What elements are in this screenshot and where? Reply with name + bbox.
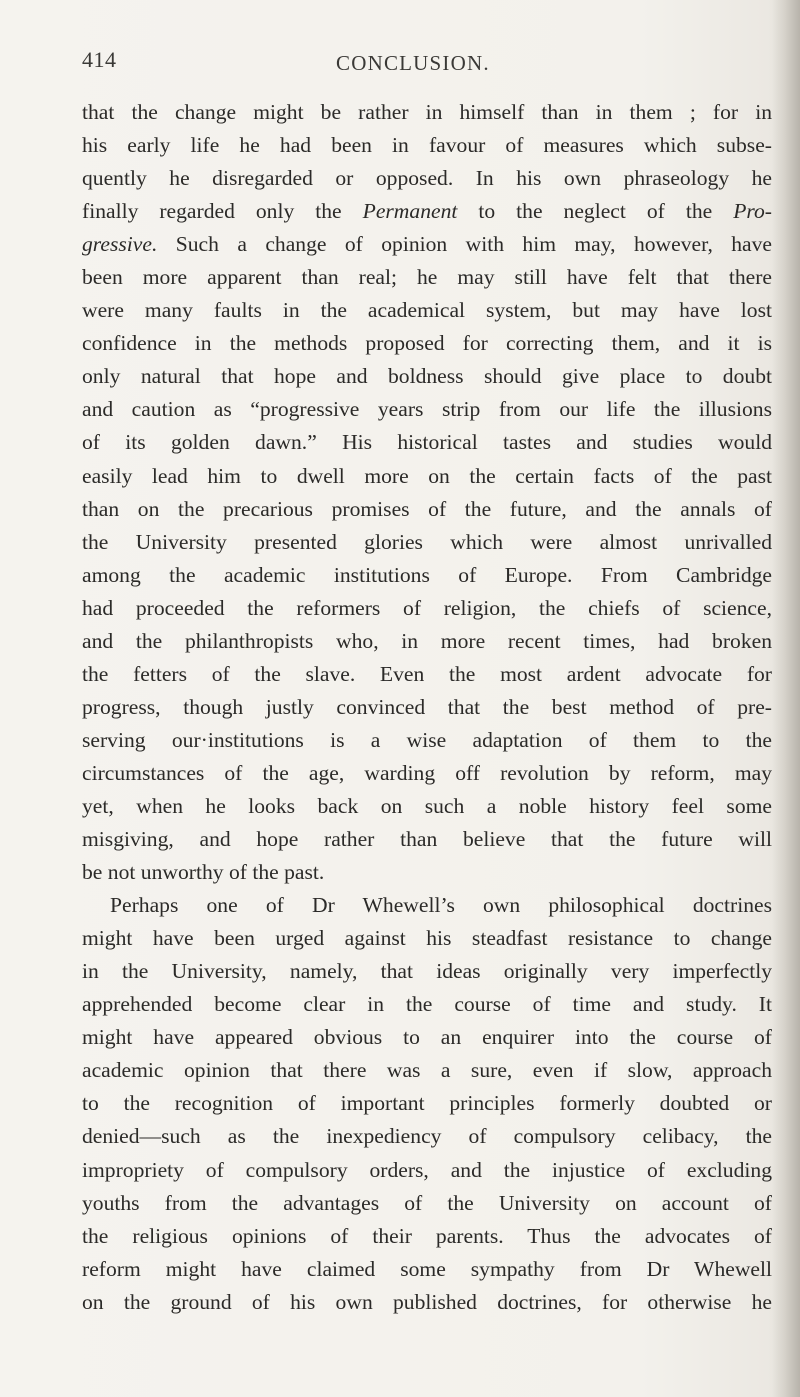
text-line bbox=[82, 1021, 772, 1054]
text-span: than on the precarious promises of the future, and the annals of bbox=[82, 496, 772, 521]
text-span: to the recognition of important principles formerly doubted or bbox=[82, 1091, 772, 1116]
text-line bbox=[82, 261, 772, 294]
text-span: apprehended become clear in the course of time and study. It bbox=[82, 992, 772, 1017]
text-line bbox=[82, 162, 772, 195]
italic-text: gressive. bbox=[82, 232, 158, 257]
text-span: his early life he had been in favour of measures which subse- bbox=[82, 133, 772, 158]
text-line bbox=[82, 691, 772, 724]
text-span: and the philanthropists who, in more recent times, had broken bbox=[82, 628, 772, 653]
text-span: denied—such as the inexpediency of compulsory celibacy, the bbox=[82, 1124, 772, 1149]
text-line bbox=[82, 1087, 772, 1120]
text-line bbox=[82, 327, 772, 360]
text-span: on the ground of his own published doctrines, for otherwise he bbox=[82, 1289, 772, 1314]
text-span: progress, though justly convinced that the best method of pre- bbox=[82, 694, 772, 719]
text-span: might have appeared obvious to an enquirer into the course of bbox=[82, 1025, 772, 1050]
text-line bbox=[82, 592, 772, 625]
page-number: 414 bbox=[82, 47, 117, 72]
text-line bbox=[82, 1154, 772, 1187]
text-span: and caution as “progressive years strip from our life the illusions bbox=[82, 397, 772, 422]
text-line bbox=[82, 625, 772, 658]
text-line bbox=[82, 757, 772, 790]
body-text bbox=[82, 96, 772, 1319]
text-line bbox=[82, 1054, 772, 1087]
text-line bbox=[82, 360, 772, 393]
text-span: quently he disregarded or opposed. In his own phraseology he bbox=[82, 166, 772, 191]
text-span: be not unworthy of the past. bbox=[82, 860, 325, 885]
text-line bbox=[82, 823, 772, 856]
page-edge-shadow bbox=[772, 0, 800, 1397]
text-line bbox=[82, 559, 772, 592]
text-span: Perhaps one of Dr Whewell’s own philosophical doctrines bbox=[110, 893, 772, 918]
text-line bbox=[82, 294, 772, 327]
text-line bbox=[82, 195, 772, 228]
text-line bbox=[82, 955, 772, 988]
text-span: serving our·institutions is a wise adaptation of them to the bbox=[82, 727, 772, 752]
text-span: confidence in the methods proposed for correcting them, and it is bbox=[82, 331, 772, 356]
italic-text: Pro- bbox=[733, 199, 772, 224]
text-span: Such a change of opinion with him may, however, have bbox=[157, 232, 772, 257]
text-span: misgiving, and hope rather than believe that the future will bbox=[82, 827, 772, 852]
text-line bbox=[82, 1253, 772, 1286]
text-line bbox=[82, 1187, 772, 1220]
text-span: youths from the advantages of the University on account of bbox=[82, 1190, 772, 1215]
text-span: to the neglect of the bbox=[457, 199, 734, 224]
text-line bbox=[82, 460, 772, 493]
text-span: the University presented glories which were almost unrivalled bbox=[82, 529, 772, 554]
text-line bbox=[82, 724, 772, 757]
text-span: in the University, namely, that ideas originally very imperfectly bbox=[82, 959, 772, 984]
text-span: that the change might be rather in himself than in them ; for in bbox=[82, 100, 772, 124]
text-line bbox=[82, 856, 772, 889]
text-span: the religious opinions of their parents. Thus the advocates of bbox=[82, 1223, 772, 1248]
italic-text: Permanent bbox=[362, 199, 458, 224]
text-span: the fetters of the slave. Even the most ardent advocate for bbox=[82, 661, 772, 686]
text-line bbox=[82, 988, 772, 1021]
text-span: reform might have claimed some sympathy from Dr Whewell bbox=[82, 1256, 772, 1281]
text-span: of its golden dawn.” His historical tastes and studies would bbox=[82, 430, 772, 455]
text-line bbox=[82, 493, 772, 526]
text-span: only natural that hope and boldness should give place to doubt bbox=[82, 364, 772, 389]
text-span: been more apparent than real; he may still have felt that there bbox=[82, 265, 772, 290]
text-line bbox=[82, 922, 772, 955]
text-line bbox=[82, 426, 772, 459]
text-line bbox=[82, 1120, 772, 1153]
text-span: easily lead him to dwell more on the certain facts of the past bbox=[82, 463, 772, 488]
text-span: were many faults in the academical system, but may have lost bbox=[82, 298, 772, 323]
text-span: had proceeded the reformers of religion, the chiefs of science, bbox=[82, 595, 772, 620]
text-line bbox=[82, 889, 772, 922]
text-line bbox=[82, 129, 772, 162]
text-span: among the academic institutions of Europe. From Cambridge bbox=[82, 562, 772, 587]
text-span: academic opinion that there was a sure, even if slow, approach bbox=[82, 1058, 772, 1083]
text-line bbox=[82, 526, 772, 559]
text-line bbox=[82, 228, 772, 261]
text-line bbox=[82, 1220, 772, 1253]
text-span: finally regarded only the bbox=[82, 199, 363, 224]
text-line bbox=[82, 790, 772, 823]
text-line bbox=[82, 96, 772, 129]
text-line bbox=[82, 393, 772, 426]
text-span: might have been urged against his steadfast resistance to change bbox=[82, 926, 772, 951]
text-line bbox=[82, 1286, 772, 1319]
text-line bbox=[82, 658, 772, 691]
text-span: impropriety of compulsory orders, and the injustice of excluding bbox=[82, 1157, 772, 1182]
text-span: yet, when he looks back on such a noble history feel some bbox=[82, 793, 772, 818]
text-span: circumstances of the age, warding off revolution by reform, may bbox=[82, 760, 772, 785]
running-title: CONCLUSION. bbox=[336, 51, 490, 75]
